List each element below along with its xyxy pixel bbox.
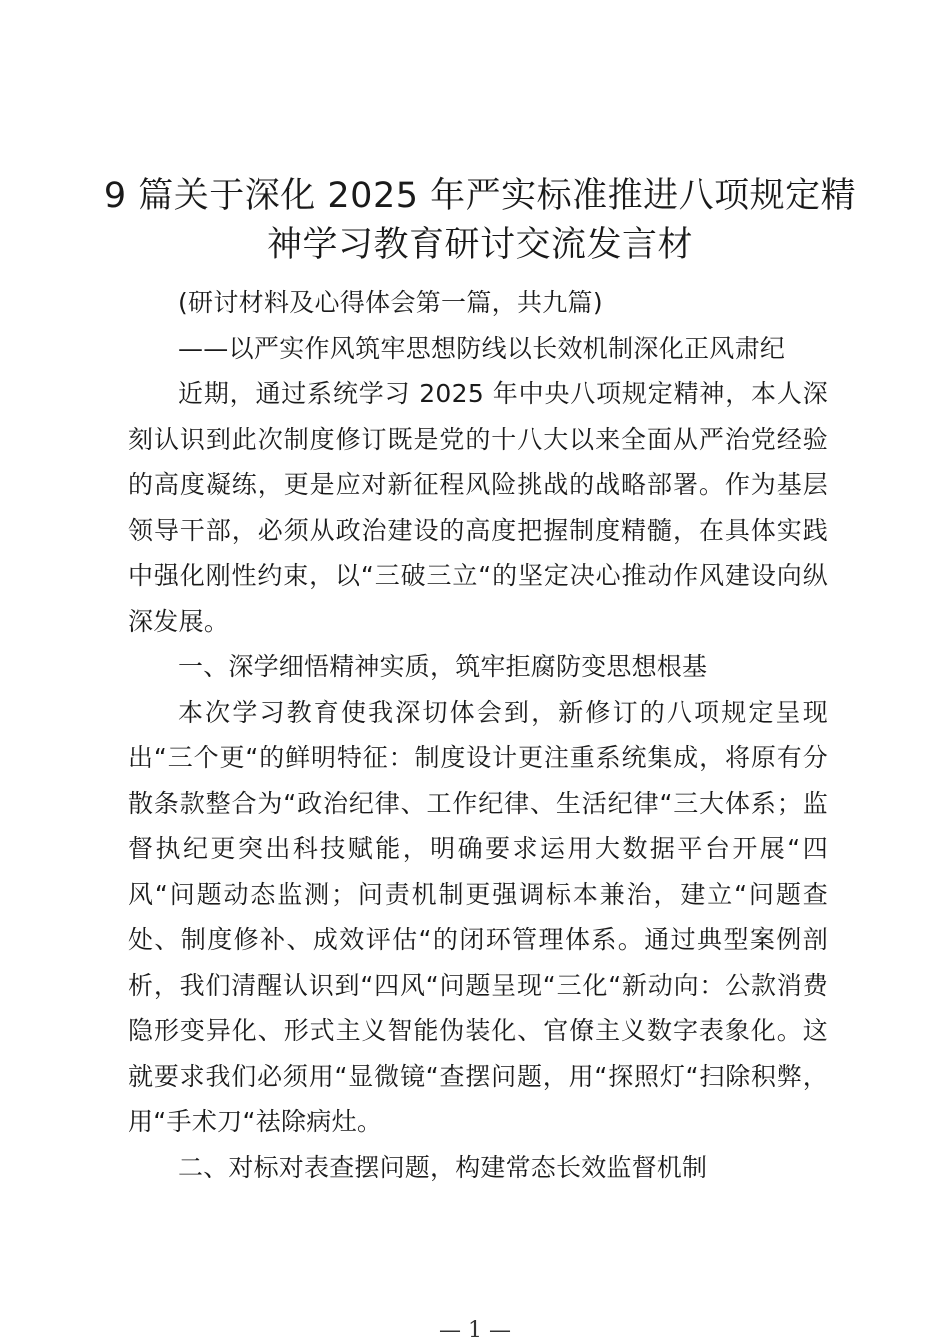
document-body	[128, 280, 828, 1190]
paragraph-intro: 近期，通过系统学习 2025 年中央八项规定精神，本人深刻认识到此次制度修订既是党的十八大以来全面从严治党经验的高度凝练，更是应对新征程风险挑战的战略部署。作为基层领导干部，必须从政治建设的高度把握制度精髓，在具体实践中强化刚性约束，以“三破三立“的坚定决心推动作风建设向纵深发展。	[128, 379, 828, 636]
document-subtitle: (研讨材料及心得体会第一篇，共九篇)	[178, 288, 603, 317]
document-tagline: ——以严实作风筑牢思想防线以长效机制深化正风肃纪	[178, 333, 786, 363]
section-heading-2: 二、对标对表查摆问题，构建常态长效监督机制	[178, 1152, 708, 1182]
paragraph-section-1: 本次学习教育使我深切体会到，新修订的八项规定呈现出“三个更“的鲜明特征：制度设计更注重系统集成，将原有分散条款整合为“政治纪律、工作纪律、生活纪律“三大体系；监督执纪更突出科技赋能，明确要求运用大数据平台开展“四风“问题动态监测；问责机制更强调标本兼治，建立“问题查处、制度修补、成效评估“的闭环管理体系。通过典型案例剖析，我们清醒认识到“四风“问题呈现“三化“新动向：公款消费隐形变异化、形式主义智能伪装化、官僚主义数字表象化。这就要求我们必须用“显微镜“查摆问题，用“探照灯“扫除积弊，用“手术刀“祛除病灶。	[128, 697, 828, 1136]
section-heading-1: 一、深学细悟精神实质，筑牢拒腐防变思想根基	[178, 652, 708, 681]
document-title: 9 篇关于深化 2025 年严实标准推进八项规定精神学习教育研讨交流发言材	[103, 176, 857, 265]
page-number: — 1 —	[439, 1318, 511, 1343]
